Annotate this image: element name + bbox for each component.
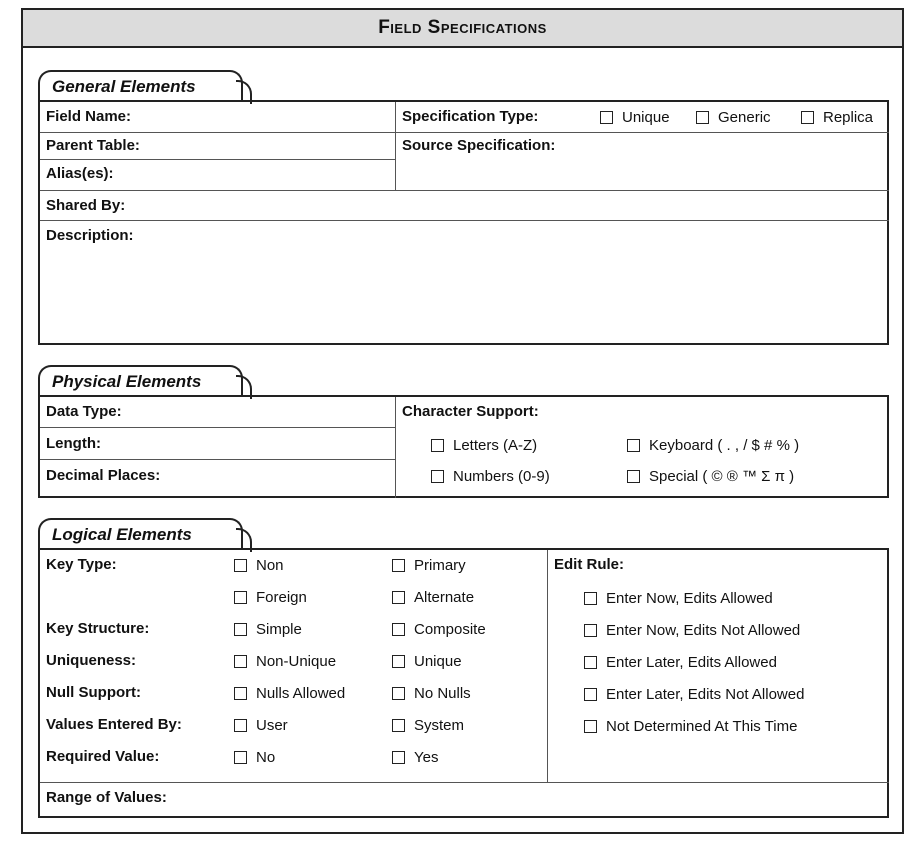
option-label: Special ( © ® ™ Σ π ) xyxy=(649,468,795,485)
form-title: Field Specifications xyxy=(23,10,902,48)
key-structure-label: Key Structure: xyxy=(46,620,150,637)
checkbox[interactable] xyxy=(392,623,405,636)
option-label: Keyboard ( . , / $ # % ) xyxy=(649,437,800,454)
aliases-label: Alias(es): xyxy=(46,165,114,182)
option-label: Composite xyxy=(414,621,486,638)
checkbox[interactable] xyxy=(584,720,597,733)
option-label: Non xyxy=(256,557,284,574)
option-label: Unique xyxy=(414,653,462,670)
edit-rule-option-1[interactable] xyxy=(584,590,773,607)
required-value-yes-option[interactable] xyxy=(392,749,438,766)
checkbox[interactable] xyxy=(392,591,405,604)
option-label: User xyxy=(256,717,288,734)
option-label: Enter Later, Edits Not Allowed xyxy=(606,686,805,703)
general-elements-section xyxy=(38,100,889,345)
uniqueness-label: Uniqueness: xyxy=(46,652,137,669)
checkbox[interactable] xyxy=(234,719,247,732)
shared-by-label: Shared By: xyxy=(46,197,126,214)
tab-general-elements: General Elements xyxy=(38,70,243,100)
required-value-label: Required Value: xyxy=(46,748,160,765)
checkbox[interactable] xyxy=(584,656,597,669)
checkbox[interactable] xyxy=(801,111,814,124)
option-label: Simple xyxy=(256,621,302,638)
specification-type-label: Specification Type: xyxy=(402,108,539,125)
key-type-label: Key Type: xyxy=(46,556,117,573)
char-numbers-option[interactable] xyxy=(431,468,550,485)
checkbox[interactable] xyxy=(584,688,597,701)
checkbox[interactable] xyxy=(696,111,709,124)
spec-type-generic-option[interactable] xyxy=(696,109,771,126)
key-type-foreign-option[interactable] xyxy=(234,589,307,606)
option-label: Enter Now, Edits Allowed xyxy=(606,590,773,607)
required-value-no-option[interactable] xyxy=(234,749,275,766)
source-specification-label: Source Specification: xyxy=(402,137,556,154)
option-label: Enter Later, Edits Allowed xyxy=(606,654,777,671)
length-label: Length: xyxy=(46,435,101,452)
field-name-label: Field Name: xyxy=(46,108,132,125)
checkbox[interactable] xyxy=(392,719,405,732)
option-label: Yes xyxy=(414,749,439,766)
option-label: No Nulls xyxy=(414,685,471,702)
option-label: Replica xyxy=(823,109,874,126)
option-label: Not Determined At This Time xyxy=(606,718,798,735)
tab-physical-elements: Physical Elements xyxy=(38,365,243,395)
char-special-option[interactable] xyxy=(627,468,794,485)
parent-table-label: Parent Table: xyxy=(46,137,140,154)
edit-rule-option-3[interactable] xyxy=(584,654,777,671)
checkbox[interactable] xyxy=(392,687,405,700)
checkbox[interactable] xyxy=(234,623,247,636)
null-support-no-nulls-option[interactable] xyxy=(392,685,471,702)
key-type-primary-option[interactable] xyxy=(392,557,466,574)
character-support-label: Character Support: xyxy=(402,403,539,420)
spec-type-replica-option[interactable] xyxy=(801,109,873,126)
decimal-places-label: Decimal Places: xyxy=(46,467,161,484)
option-label: Foreign xyxy=(256,589,307,606)
option-label: System xyxy=(414,717,465,734)
key-structure-simple-option[interactable] xyxy=(234,621,302,638)
checkbox[interactable] xyxy=(600,111,613,124)
key-type-alternate-option[interactable] xyxy=(392,589,474,606)
edit-rule-option-5[interactable] xyxy=(584,718,797,735)
null-support-allowed-option[interactable] xyxy=(234,685,345,702)
checkbox[interactable] xyxy=(431,470,444,483)
range-of-values-label: Range of Values: xyxy=(46,789,167,806)
option-label: Enter Now, Edits Not Allowed xyxy=(606,622,801,639)
description-label: Description: xyxy=(46,227,134,244)
edit-rule-option-4[interactable] xyxy=(584,686,804,703)
key-type-non-option[interactable] xyxy=(234,557,284,574)
option-label: Alternate xyxy=(414,589,475,606)
checkbox[interactable] xyxy=(234,655,247,668)
logical-elements-section xyxy=(38,548,889,818)
option-label: Non-Unique xyxy=(256,653,337,670)
option-label: Generic xyxy=(718,109,771,126)
values-entered-by-label: Values Entered By: xyxy=(46,716,182,733)
option-label: Numbers (0-9) xyxy=(453,468,550,485)
checkbox[interactable] xyxy=(392,655,405,668)
spec-type-unique-option[interactable] xyxy=(600,109,670,126)
edit-rule-option-2[interactable] xyxy=(584,622,800,639)
checkbox[interactable] xyxy=(234,559,247,572)
uniqueness-non-unique-option[interactable] xyxy=(234,653,336,670)
checkbox[interactable] xyxy=(234,687,247,700)
tab-logical-elements: Logical Elements xyxy=(38,518,243,548)
option-label: No xyxy=(256,749,276,766)
option-label: Primary xyxy=(414,557,466,574)
option-label: Unique xyxy=(622,109,670,126)
uniqueness-unique-option[interactable] xyxy=(392,653,462,670)
option-label: Nulls Allowed xyxy=(256,685,346,702)
checkbox[interactable] xyxy=(234,591,247,604)
edit-rule-label: Edit Rule: xyxy=(554,556,624,573)
checkbox[interactable] xyxy=(584,592,597,605)
key-structure-composite-option[interactable] xyxy=(392,621,486,638)
checkbox[interactable] xyxy=(627,470,640,483)
checkbox[interactable] xyxy=(627,439,640,452)
checkbox[interactable] xyxy=(234,751,247,764)
physical-elements-section xyxy=(38,395,889,498)
data-type-label: Data Type: xyxy=(46,403,122,420)
checkbox[interactable] xyxy=(392,559,405,572)
values-entered-system-option[interactable] xyxy=(392,717,464,734)
field-specifications-form xyxy=(21,8,904,834)
char-letters-option[interactable] xyxy=(431,437,537,454)
char-keyboard-option[interactable] xyxy=(627,437,799,454)
checkbox[interactable] xyxy=(431,439,444,452)
checkbox[interactable] xyxy=(392,751,405,764)
checkbox[interactable] xyxy=(584,624,597,637)
values-entered-user-option[interactable] xyxy=(234,717,288,734)
option-label: Letters (A-Z) xyxy=(453,437,538,454)
null-support-label: Null Support: xyxy=(46,684,141,701)
